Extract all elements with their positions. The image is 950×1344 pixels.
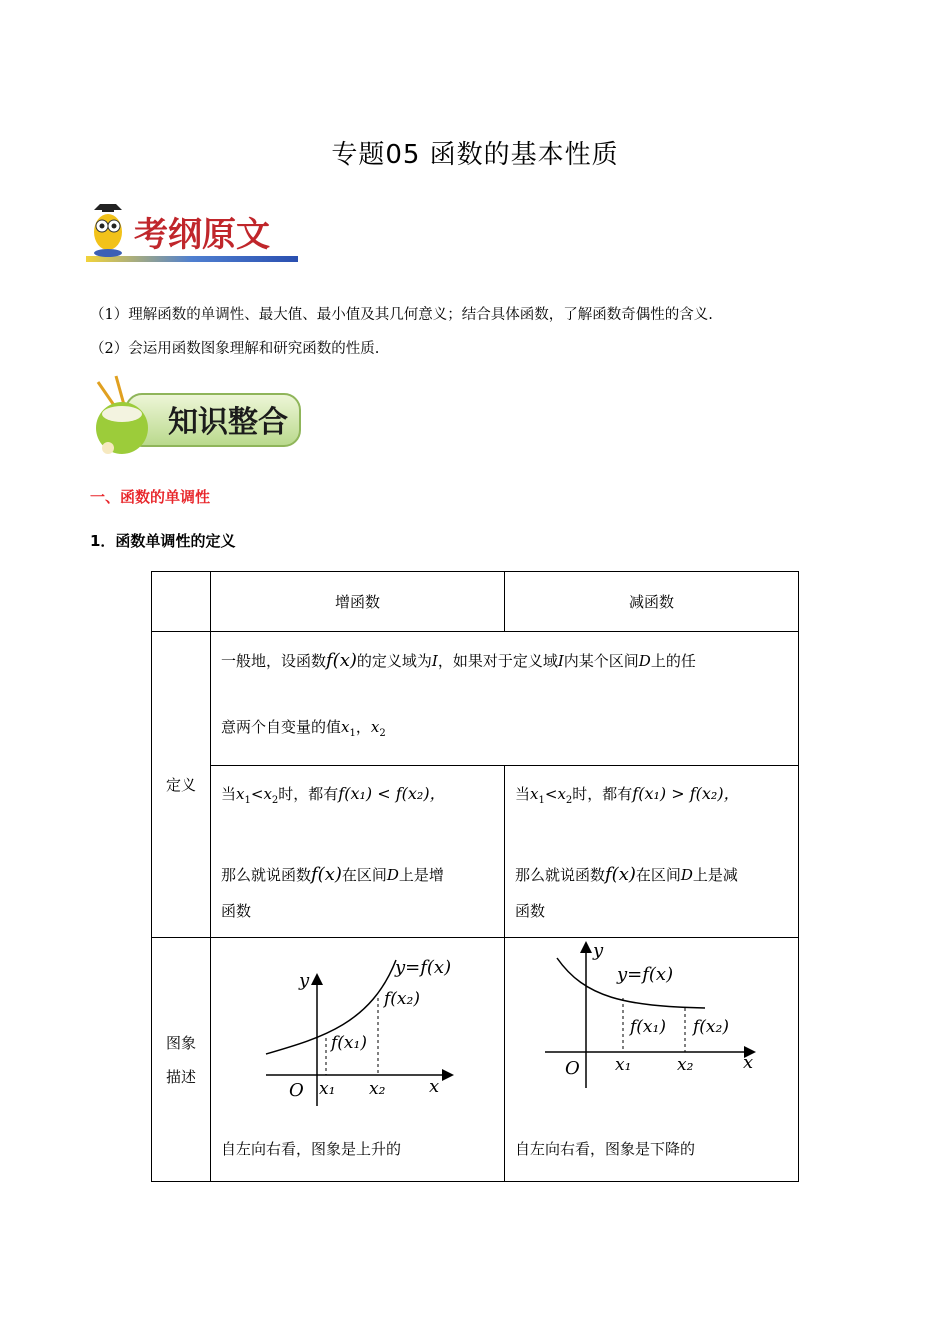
page-title: 专题05 函数的基本性质 [331,140,619,170]
inc-when: 当 [221,785,237,803]
math-I: I [431,652,438,670]
math-inc-relation: f(x₁) < f(x₂)， [338,784,446,803]
graph-decreasing-cell [505,938,799,1182]
dec-then: 函数 [515,902,546,920]
header-increasing: 增函数 [211,572,505,632]
math-x: x [236,785,245,803]
math-lt: < [544,785,558,803]
math-D: D [386,866,399,884]
origin-label: O [565,1058,580,1079]
dec-time: 时，都有 [572,785,633,803]
math-lt: < [250,785,264,803]
inc-then: 那么就说函数 [221,866,312,884]
row-label-graph [152,938,211,1182]
x2-label: x₂ [677,1055,694,1075]
math-dec-relation: f(x₁) > f(x₂)， [632,784,740,803]
math-x: x [341,718,350,736]
math-D: D [638,652,651,670]
inc-time: 时，都有 [278,785,339,803]
definition-decreasing-cell [505,766,799,938]
definition-increasing-cell [211,766,505,938]
math-fx: f(x) [326,650,357,671]
coconut-drink-icon [96,376,148,454]
math-x: x [530,785,539,803]
common-text: 意两个自变量的值 [221,718,342,736]
header-decreasing: 减函数 [505,572,799,632]
decreasing-caption: 自左向右看，图象是下降的 [515,1140,696,1158]
math-x: x [370,718,380,736]
math-sub: 2 [379,728,386,739]
fx2-label: f(x₂) [693,1017,729,1037]
definition-common-cell [211,632,799,766]
math-fx: f(x) [605,864,636,885]
dec-when: 当 [515,785,531,803]
common-text: 一般地，设函数 [221,652,327,670]
dec-then: 在区间 [635,866,681,884]
fx1-label: f(x₁) [630,1017,666,1037]
objective-1: （1）理解函数的单调性、最大值、最小值及其几何意义；结合具体函数，了解函数奇偶性的含义. [90,307,713,323]
y-axis-label: y [593,940,604,961]
x-axis-label: x [429,1076,440,1097]
x2-label: x₂ [369,1079,386,1099]
math-sub: 1 [538,795,545,806]
inc-then: 在区间 [341,866,387,884]
fx1-label: f(x₁) [331,1033,367,1053]
common-text: 内某个区间 [563,652,639,670]
math-I: I [557,652,564,670]
dec-then: 上是减 [692,866,738,884]
row-label-definition: 定义 [152,632,211,938]
owl-mascot-icon [94,204,122,257]
math-D: D [680,866,693,884]
fx2-label: f(x₂) [384,989,420,1009]
monotonicity-definition-table [151,571,799,1182]
increasing-caption: 自左向右看，图象是上升的 [221,1140,402,1158]
increasing-function-graph [211,938,504,1138]
subsection-heading-definition: 1．函数单调性的定义 [90,532,236,550]
x1-label: x₁ [615,1055,632,1075]
y-axis-label: y [299,970,310,991]
inc-then: 函数 [221,902,252,920]
decreasing-function-graph [505,938,798,1138]
row-label-graph-2: 描述 [165,1067,196,1086]
knowledge-badge-text: 知识整合 [168,405,288,440]
inc-then: 上是增 [398,866,444,884]
dec-then: 那么就说函数 [515,866,606,884]
math-sub: 2 [565,795,573,806]
knowledge-badge [86,372,304,458]
curve-label: y=f(x) [395,957,452,978]
common-text: 的定义域为 [356,652,432,670]
row-label-graph-1: 图象 [165,1033,196,1052]
math-sub: 1 [349,728,356,739]
table-corner-cell [152,572,211,632]
x1-label: x₁ [319,1079,336,1099]
curve-label: y=f(x) [617,964,674,985]
section-heading-monotonicity: 一、函数的单调性 [90,488,211,506]
origin-label: O [289,1080,304,1101]
math-comma: ， [355,718,371,736]
common-text: 上的任 [650,652,696,670]
exam-outline-badge [86,196,300,266]
x-axis-label: x [743,1052,754,1073]
exam-outline-badge-text: 考纲原文 [134,215,270,255]
graph-increasing-cell [211,938,505,1182]
math-sub: 2 [271,795,279,806]
common-text: ，如果对于定义域 [437,652,558,670]
math-fx: f(x) [311,864,342,885]
math-x: x [263,785,272,803]
math-x: x [557,785,566,803]
math-sub: 1 [244,795,251,806]
objective-2: （2）会运用函数图象理解和研究函数的性质. [90,341,380,357]
